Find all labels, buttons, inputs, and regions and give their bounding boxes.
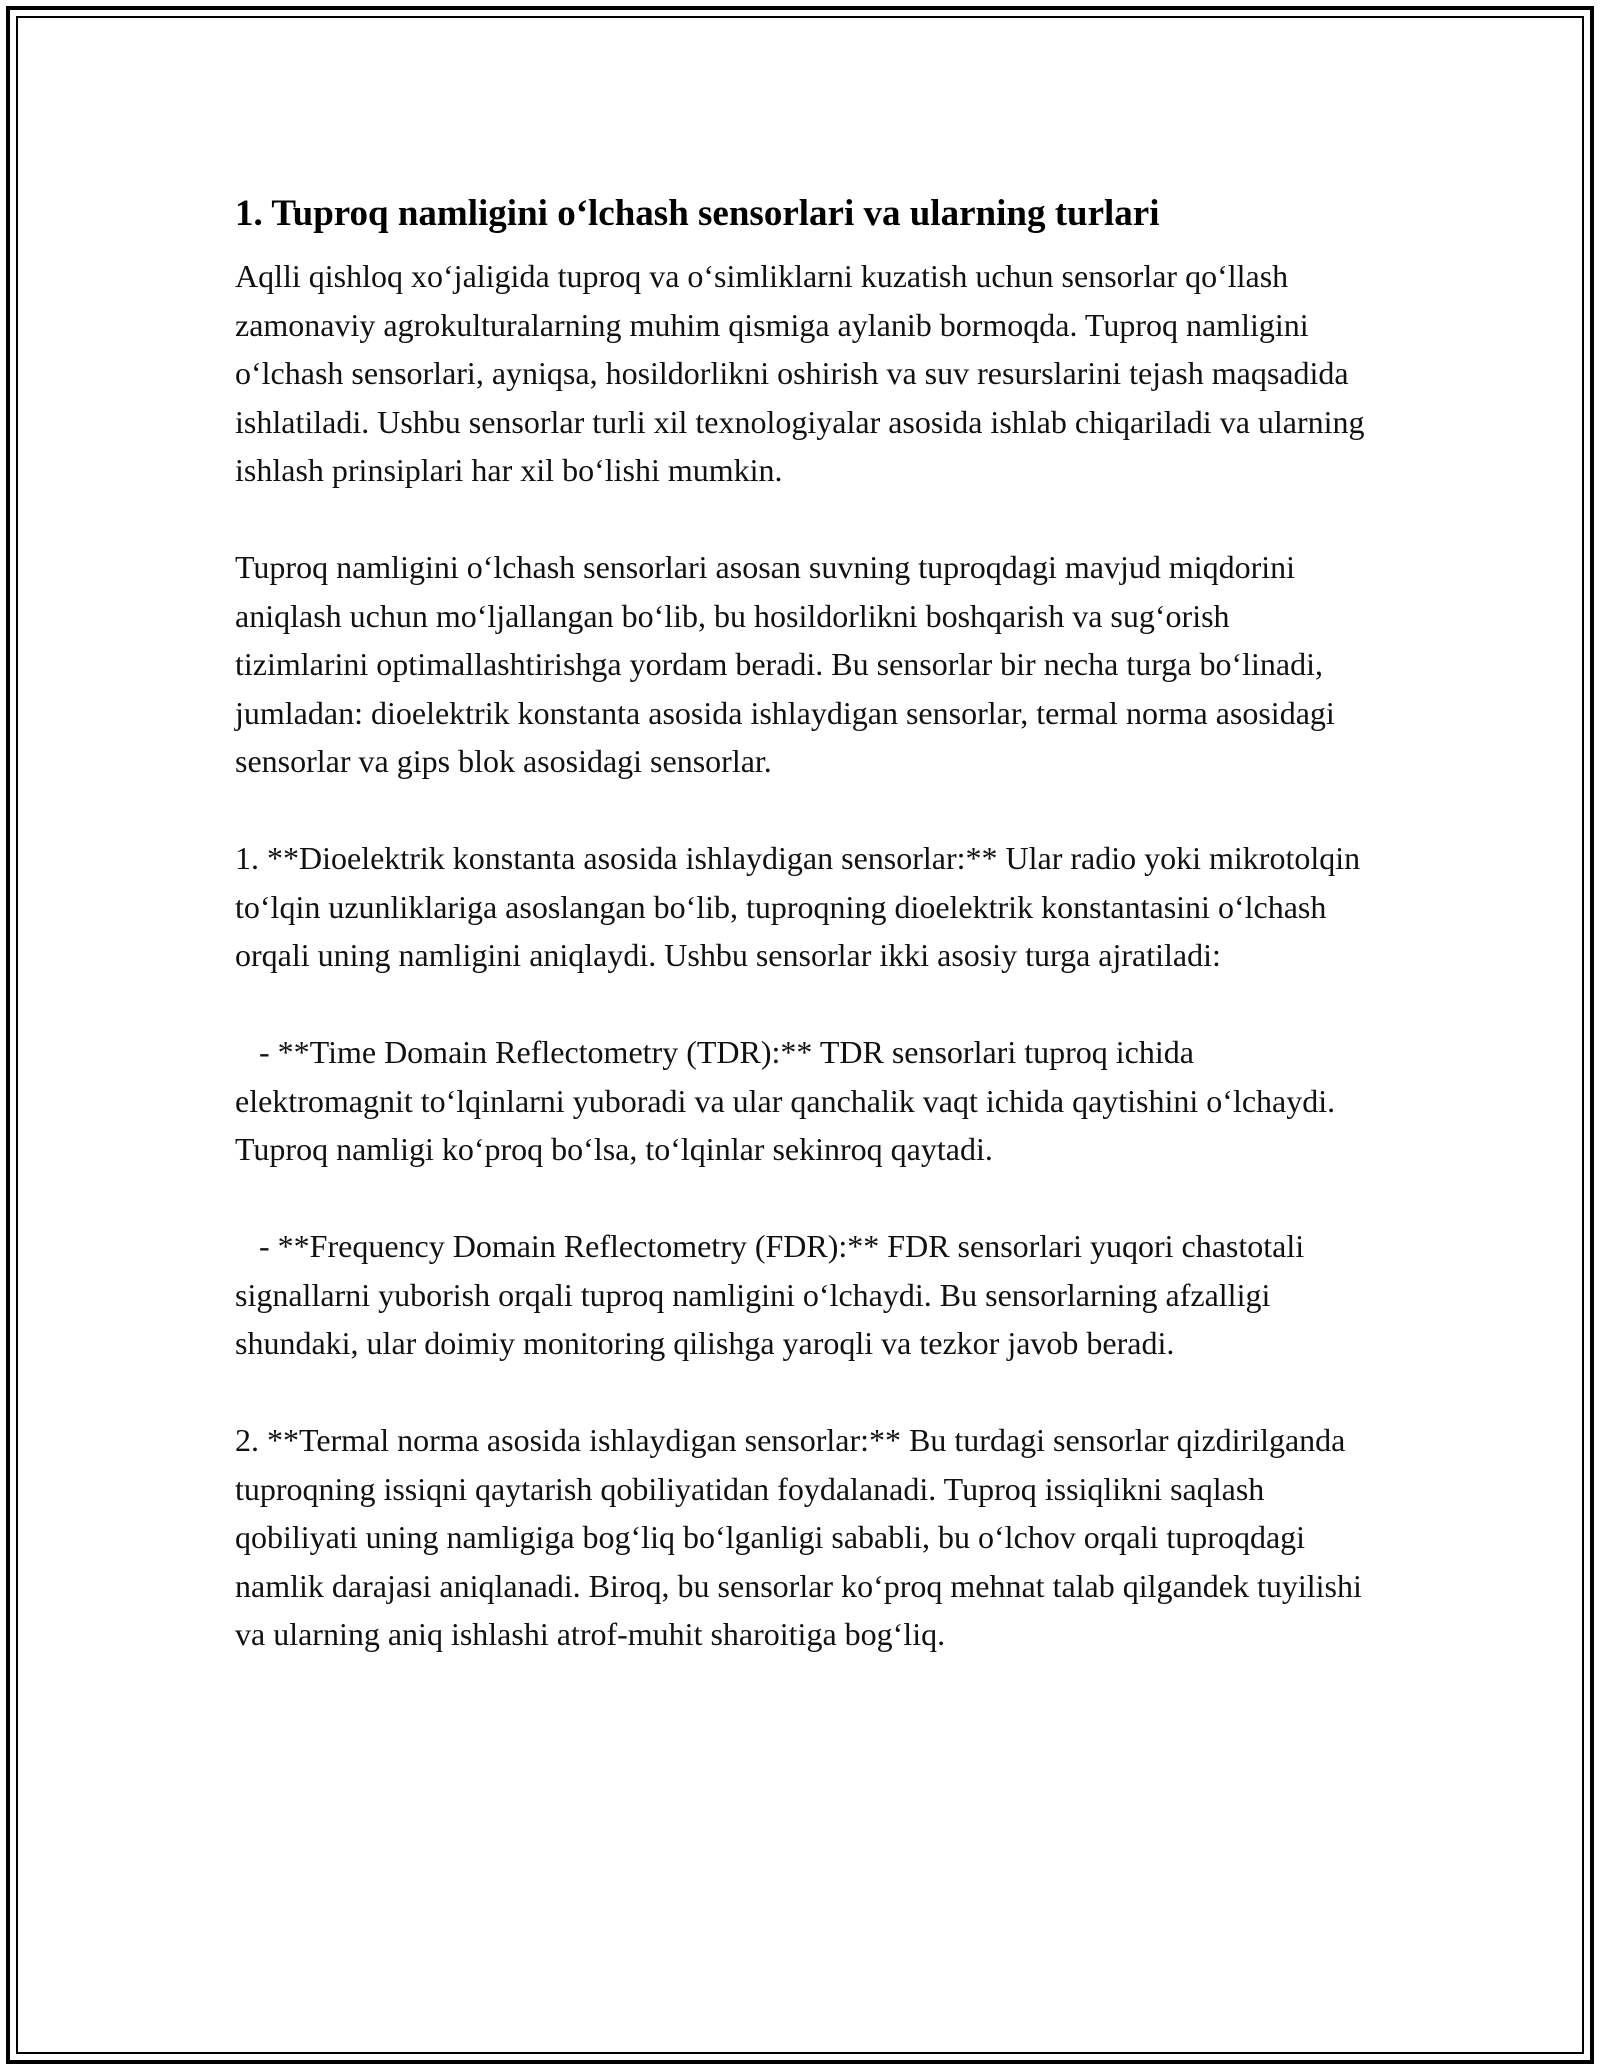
- paragraph-tdr: - **Time Domain Reflectometry (TDR):** TDR sensorlari tuproq ichida elektromagnit to‘lqinlarni yuboradi va ular qanchalik vaqt ichida qaytishini o‘lchaydi. Tuproq namligi ko‘proq bo‘lsa, to‘lqinlar sekinroq qaytadi.: [235, 1034, 1343, 1167]
- paragraph-fdr: - **Frequency Domain Reflectometry (FDR):** FDR sensorlari yuqori chastotali signallarni yuborish orqali tuproq namligini o‘lchaydi. Bu sensorlarning afzalligi shundaki, ular doimiy monitoring qilishga yaroqli va tezkor javob beradi.: [235, 1228, 1313, 1361]
- document-body: [235, 186, 1373, 1659]
- paragraph-intro: Aqlli qishloq xo‘jaligida tuproq va o‘simliklarni kuzatish uchun sensorlar qo‘llash zamonaviy agrokulturalarning muhim qismiga aylanib bormoqda. Tuproq namligini o‘lchash sensorlari, ayniqsa, hosildorlikni oshirish va suv resurslarini tejash maqsadida ishlatiladi. Ushbu sensorlar turli xil texnologiyalar asosida ishlab chiqariladi va ularning ishlash prinsiplari har xil bo‘lishi mumkin.: [235, 258, 1373, 488]
- section-title: 1. Tuproq namligini o‘lchash sensorlari va ularning turlari: [235, 193, 1160, 234]
- paragraph-spacer: [235, 1368, 1370, 1417]
- paragraph-sensor-overview: Tuproq namligini o‘lchash sensorlari asosan suvning tuproqdagi mavjud miqdorini aniqlash uchun mo‘ljallangan bo‘lib, bu hosildorlikni boshqarish va sug‘orish tizimlarini optimallashtirishga yordam beradi. Bu sensorlar bir necha turga bo‘linadi, jumladan: dioelektrik konstanta asosida ishlaydigan sensorlar, termal norma asosidagi sensorlar va gips blok asosidagi sensorlar.: [235, 549, 1343, 779]
- paragraph-thermal-sensors: 2. **Termal norma asosida ishlaydigan sensorlar:** Bu turdagi sensorlar qizdirilganda tuproqning issiqni qaytarish qobiliyatidan foydalanadi. Tuproq issiqlikni saqlash qobiliyati uning namligiga bog‘liq bo‘lganligi sababli, bu o‘lchov orqali tuproqdagi namlik darajasi aniqlanadi. Biroq, bu sensorlar ko‘proq mehnat talab qilgandek tuyilishi va ularning aniq ishlashi atrof-muhit sharoitiga bog‘liq.: [235, 1422, 1370, 1652]
- paragraph-spacer: [235, 786, 1370, 835]
- paragraph-spacer: [235, 980, 1370, 1029]
- paragraph-spacer: [235, 1174, 1370, 1223]
- paragraph-dielectric-sensors: 1. **Dioelektrik konstanta asosida ishlaydigan sensorlar:** Ular radio yoki mikrotolqin to‘lqin uzunliklariga asoslangan bo‘lib, tuproqning dioelektrik konstantasini o‘lchash orqali uning namligini aniqlaydi. Ushbu sensorlar ikki asosiy turga ajratiladi:: [235, 840, 1369, 973]
- paragraph-spacer: [235, 495, 1370, 544]
